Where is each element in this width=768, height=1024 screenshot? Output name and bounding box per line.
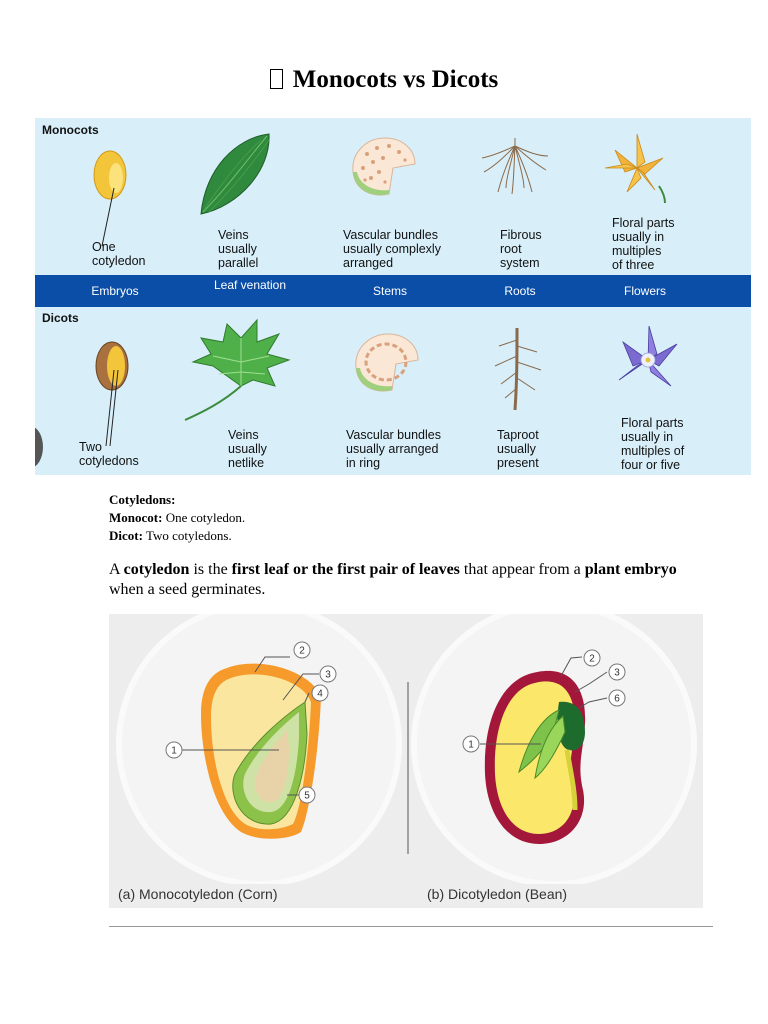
bean-marker-1: 1 — [468, 739, 474, 751]
corn-marker-1: 1 — [171, 745, 177, 757]
monocot-dicot-chart — [35, 118, 751, 475]
dicot-definition: Two cotyledons. — [145, 528, 232, 543]
dicot-root-illustration — [487, 326, 547, 411]
definitions-heading: Cotyledons: — [109, 492, 176, 507]
dicot-embryo-illustration — [90, 340, 135, 450]
corn-marker-3: 3 — [325, 669, 331, 681]
corn-marker-2: 2 — [299, 645, 305, 657]
monocot-leaf-illustration — [195, 130, 275, 218]
category-flowers: Flowers — [623, 284, 666, 298]
monocot-definition: One cotyledon. — [165, 510, 246, 525]
monocot-embryo-illustration — [90, 148, 135, 248]
monocots-label: Monocots — [42, 123, 99, 137]
dicot-leaf-illustration — [183, 316, 295, 424]
corn-marker-4: 4 — [317, 688, 323, 700]
missing-glyph-icon — [270, 69, 283, 89]
dicots-label: Dicots — [42, 311, 79, 325]
bean-marker-6: 6 — [614, 693, 620, 705]
dicot-flower-illustration — [603, 322, 693, 402]
cotyledon-paragraph: A cotyledon is the first leaf or the first pair of leaves that appear from a plant embryo when a seed germinates. — [109, 561, 677, 598]
seed-diagram — [109, 614, 703, 908]
monocot-root-illustration — [480, 136, 550, 196]
category-roots: Roots — [504, 284, 536, 298]
monocot-leaf-caption: Veins usually parallel — [218, 228, 259, 270]
corn-marker-5: 5 — [304, 790, 310, 802]
bean-marker-2: 2 — [589, 653, 595, 665]
dicot-stem-caption: Vascular bundles usually arranged in ring — [346, 428, 441, 470]
dicot-root-caption: Taproot usually present — [497, 428, 539, 470]
page-title: Monocots vs Dicots — [0, 66, 768, 94]
monocot-stem-caption: Vascular bundles usually complexly arranged — [343, 228, 441, 270]
monocot-embryo-caption: One cotyledon — [92, 240, 146, 268]
category-embryos: Embryos — [91, 284, 139, 298]
monocot-flower-caption: Floral parts usually in multiples of three — [612, 216, 675, 272]
edge-artifact — [35, 426, 43, 468]
dicot-embryo-caption: Two cotyledons — [79, 440, 139, 468]
monocot-term: Monocot: — [109, 510, 163, 525]
category-leaf-venation: Leaf venation — [213, 278, 287, 292]
bean-marker-3: 3 — [614, 667, 620, 679]
dicot-term: Dicot: — [109, 528, 143, 543]
monocot-stem-illustration — [345, 132, 420, 202]
category-stems: Stems — [372, 284, 407, 298]
bean-caption: (b) Dicotyledon (Bean) — [427, 886, 568, 902]
monocot-root-caption: Fibrous root system — [500, 228, 542, 270]
dicot-leaf-caption: Veins usually netlike — [228, 428, 267, 470]
seed-diagram-art — [109, 614, 703, 884]
dicot-flower-caption: Floral parts usually in multiples of four or five — [621, 416, 685, 472]
corn-caption: (a) Monocotyledon (Corn) — [118, 886, 278, 902]
monocot-flower-illustration — [597, 128, 677, 203]
horizontal-rule — [109, 926, 713, 927]
dicot-stem-illustration — [348, 328, 423, 398]
cotyledon-definitions — [109, 491, 245, 545]
